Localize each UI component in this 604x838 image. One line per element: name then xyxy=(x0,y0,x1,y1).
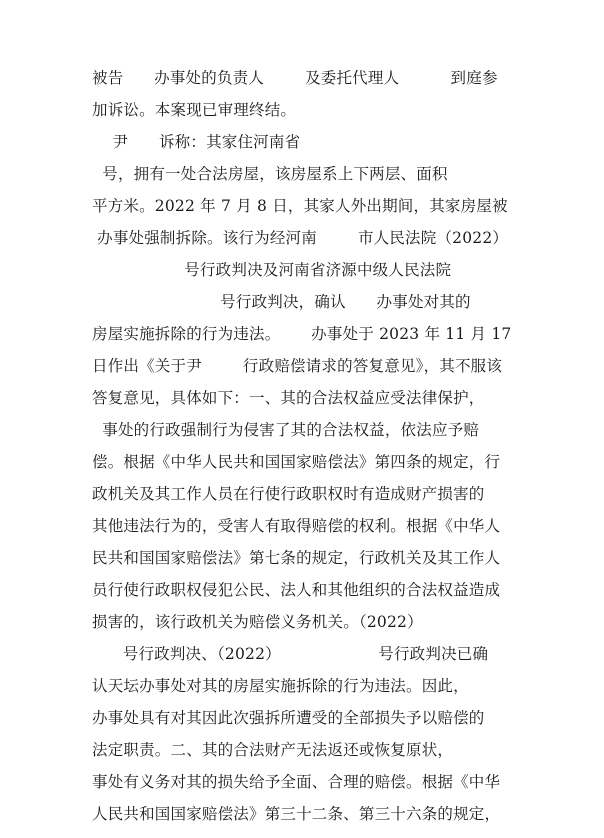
text-line: 日作出《关于尹 行政赔偿请求的答复意见》，其不服该 xyxy=(92,357,503,375)
text-line: 办事处强制拆除。该行为经河南 市人民法院（2022） xyxy=(92,229,509,247)
text-line: 答复意见，具体如下：一、其的合法权益应受法律保护， xyxy=(92,389,485,407)
text-line: 认天坛办事处对其的房屋实施拆除的行为违法。因此， xyxy=(92,677,469,695)
text-line: 尹 诉称：其家住河南省 xyxy=(92,133,301,151)
text-line: 事处的行政强制行为侵害了其的合法权益，依法应予赔 xyxy=(92,421,480,439)
text-line: 平方米。2022 年 7 月 8 日，其家人外出期间，其家房屋被 xyxy=(92,197,508,215)
text-line: 其他违法行为的，受害人有取得赔偿的权利。根据《中华人 xyxy=(92,517,501,535)
text-line: 房屋实施拆除的行为违法。 办事处于 2023 年 11 月 17 xyxy=(92,325,512,343)
text-line: 号行政判决及河南省济源中级人民法院 xyxy=(92,261,452,279)
text-line: 员行使行政职权侵犯公民、法人和其他组织的合法权益造成 xyxy=(92,581,501,599)
text-line: 事处有义务对其的损失给予全面、合理的赔偿。根据《中华 xyxy=(92,773,501,791)
text-line: 加诉讼。本案现已审理终结。 xyxy=(92,101,297,119)
text-line: 人民共和国国家赔偿法》第三十二条、第三十六条的规定， xyxy=(92,805,501,823)
text-line: 办事处具有对其因此次强拆所遭受的全部损失予以赔偿的 xyxy=(92,709,485,727)
text-line: 号，拥有一处合法房屋，该房屋系上下两层、面积 xyxy=(92,165,448,183)
text-line: 被告 办事处的负责人 及委托代理人 到庭参 xyxy=(92,69,498,87)
text-line: 号行政判决、（2022） 号行政判决已确 xyxy=(92,645,489,663)
text-line: 损害的，该行政机关为赔偿义务机关。（2022） xyxy=(92,613,423,631)
text-line: 偿。根据《中华人民共和国国家赔偿法》第四条的规定，行 xyxy=(92,453,501,471)
text-line: 法定职责。二、其的合法财产无法返还或恢复原状， xyxy=(92,741,454,759)
text-line: 政机关及其工作人员在行使行政职权时有造成财产损害的 xyxy=(92,485,485,503)
text-line: 民共和国国家赔偿法》第七条的规定，行政机关及其工作人 xyxy=(92,549,501,567)
text-line: 号行政判决，确认 办事处对其的 xyxy=(92,293,471,311)
